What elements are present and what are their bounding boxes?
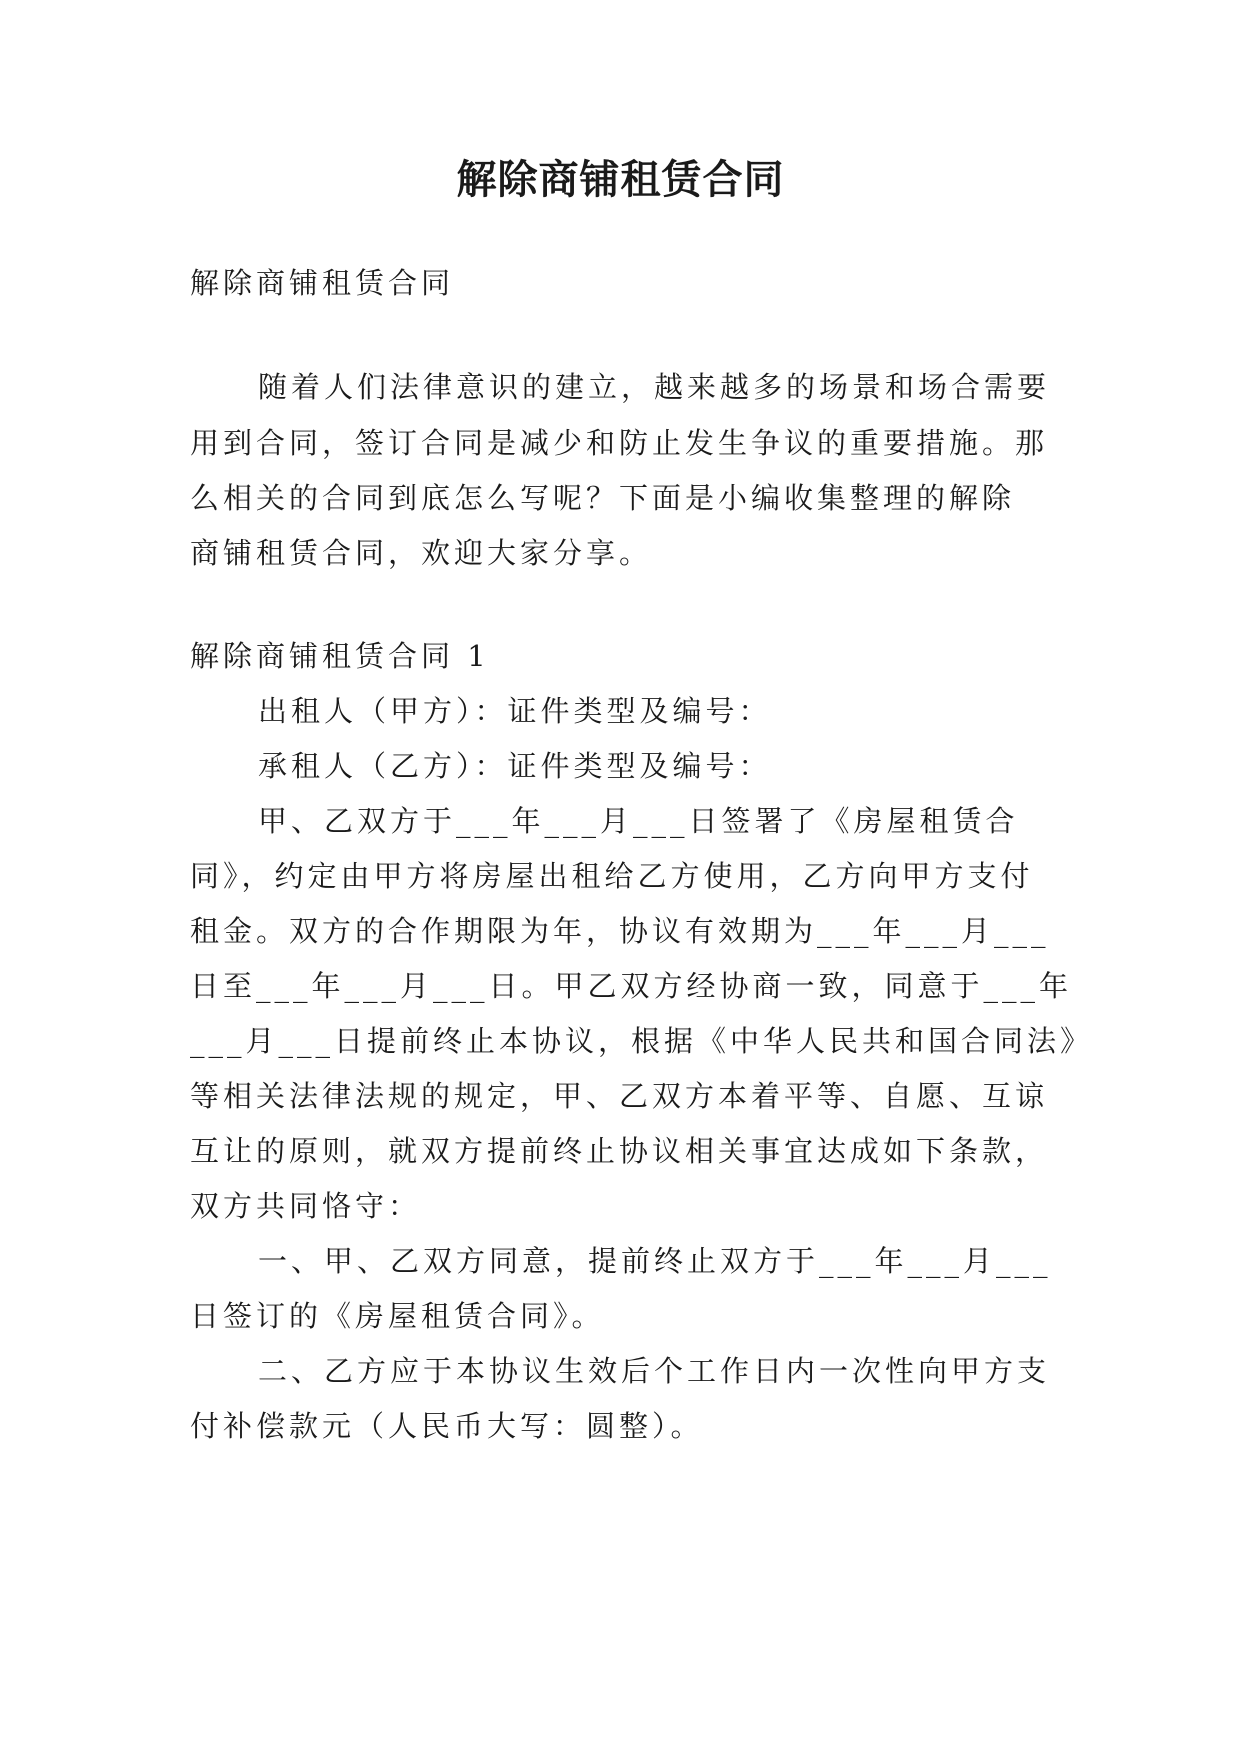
party-b-line: 承租人（乙方）：证件类型及编号： [258,749,772,783]
body-line: 同》，约定由甲方将房屋出租给乙方使用，乙方向甲方支付 [190,859,1034,893]
document-subtitle: 解除商铺租赁合同 [190,266,455,300]
clause-line: 日签订的《房屋租赁合同》。 [190,1299,605,1333]
body-line: 双方共同恪守： [190,1189,422,1223]
intro-line: 随着人们法律意识的建立，越来越多的场景和场合需要 [258,370,1051,404]
clause-line: 二、乙方应于本协议生效后个工作日内一次性向甲方支 [258,1354,1051,1388]
body-line: 甲、乙双方于___年___月___日签署了《房屋租赁合 [258,804,1019,838]
intro-line: 么相关的合同到底怎么写呢？下面是小编收集整理的解除 [190,481,1016,515]
body-line: 日至___年___月___日。甲乙双方经协商一致，同意于___年 [190,969,1073,1003]
body-line: 租金。双方的合作期限为年，协议有效期为___年___月___ [190,914,1050,948]
body-line: 等相关法律法规的规定，甲、乙双方本着平等、自愿、互谅 [190,1079,1049,1113]
body-line: 互让的原则，就双方提前终止协议相关事宜达成如下条款， [190,1134,1049,1168]
clause-line: 付补偿款元（人民币大写：圆整）。 [190,1409,704,1443]
section-heading: 解除商铺租赁合同 1 [190,639,490,673]
party-a-line: 出租人（甲方）：证件类型及编号： [258,694,772,728]
document-title: 解除商铺租赁合同 [456,156,785,203]
clause-line: 一、甲、乙双方同意，提前终止双方于___年___月___ [258,1244,1052,1278]
intro-line: 商铺租赁合同，欢迎大家分享。 [190,536,653,570]
intro-line: 用到合同，签订合同是减少和防止发生争议的重要措施。那 [190,426,1049,460]
body-line: ___月___日提前终止本协议，根据《中华人民共和国合同法》 [190,1024,1094,1058]
